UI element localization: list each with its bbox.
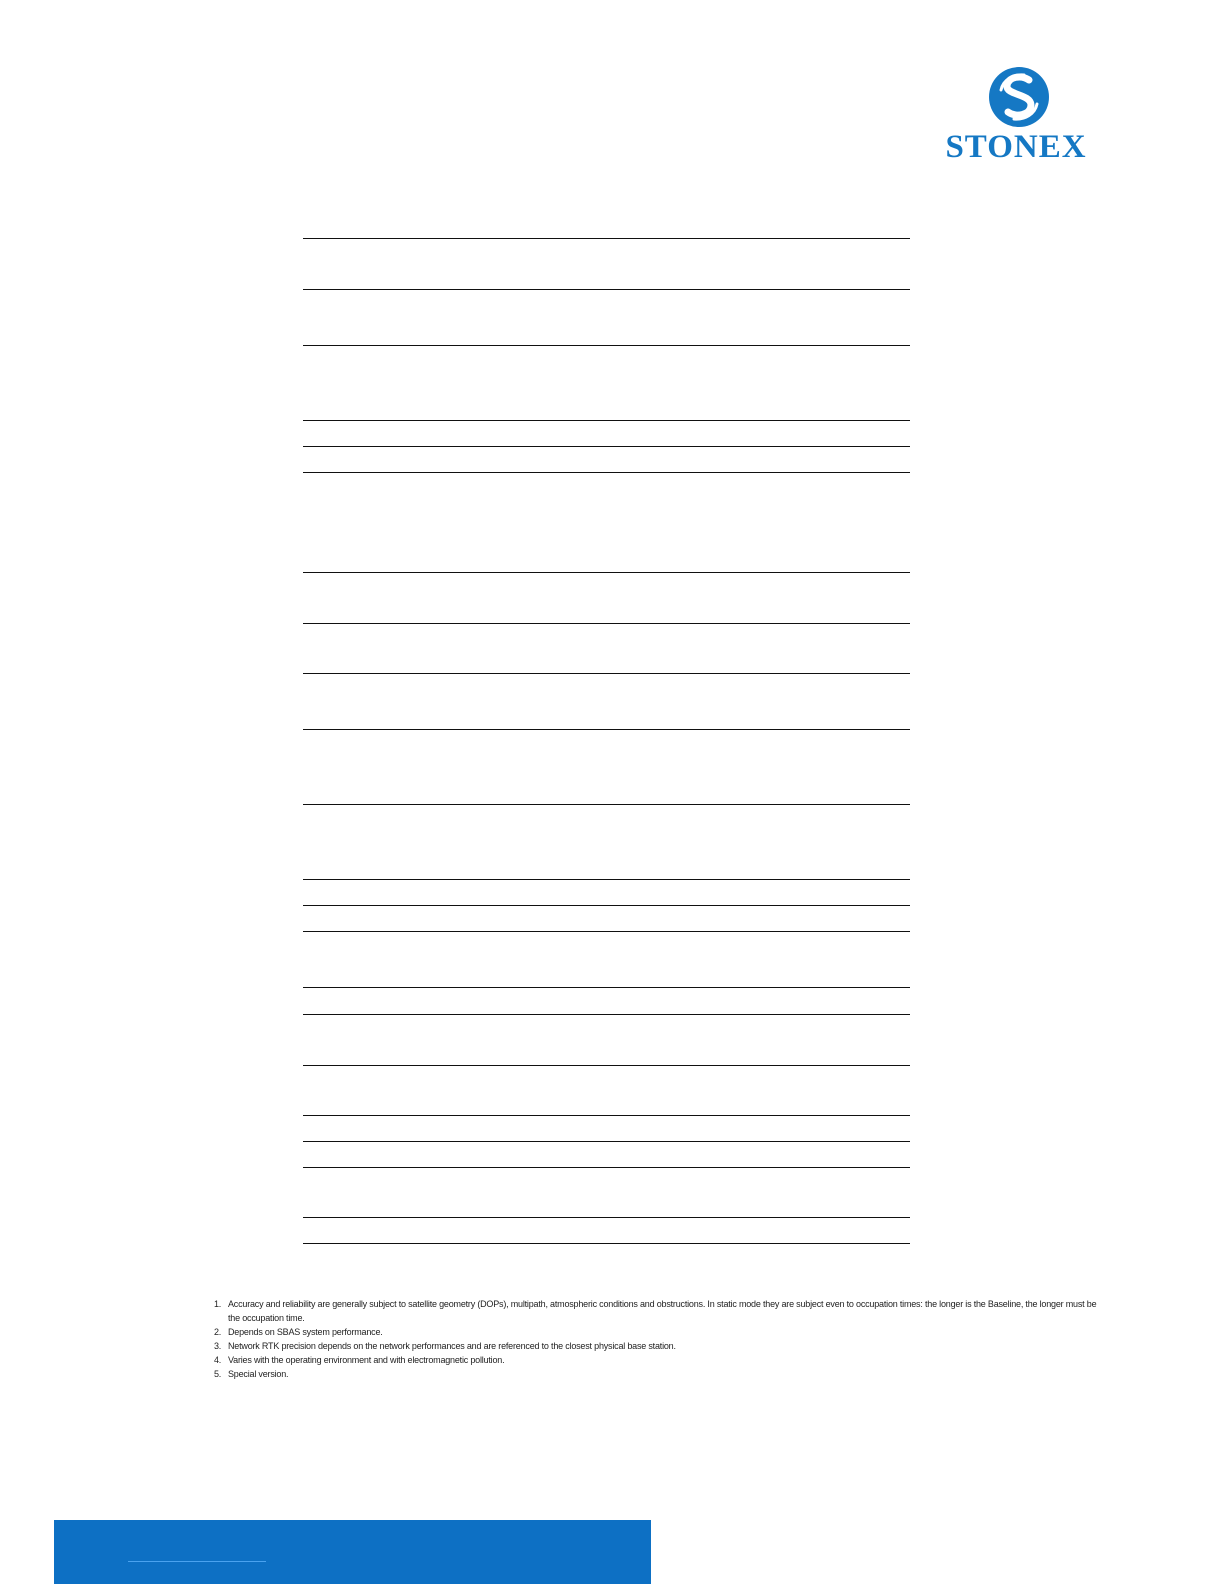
footnote-number: 5. [214, 1369, 222, 1379]
table-rule [303, 987, 910, 988]
footnote-text: Network RTK precision depends on the network performances and are referenced to the closest physical base station. [228, 1341, 676, 1351]
table-rule [303, 472, 910, 473]
footnote-number: 1. [214, 1299, 222, 1309]
footnote-2 [214, 1325, 1098, 1339]
footer-bar [54, 1520, 651, 1584]
table-rule [303, 931, 910, 932]
footnote-number: 2. [214, 1327, 222, 1337]
table-rule [303, 1141, 910, 1142]
table-rule [303, 1065, 910, 1066]
footnote-text: Depends on SBAS system performance. [228, 1327, 383, 1337]
table-rule [303, 1167, 910, 1168]
table-rule [303, 729, 910, 730]
footnote-1 [214, 1297, 1098, 1325]
footnote-3 [214, 1339, 1098, 1353]
footnote-text: Accuracy and reliability are generally subject to satellite geometry (DOPs), multipath, atmospheric conditions and obstructions. In static mode they are subject even to occupation times: the longer is the Baseline, the longer must be the occupation time. [228, 1299, 1097, 1323]
table-rule [303, 804, 910, 805]
table-rule [303, 238, 910, 239]
spec-table [303, 0, 910, 1260]
brand-name: STONEX [945, 129, 1087, 165]
footnote-number: 3. [214, 1341, 222, 1351]
table-rule [303, 1217, 910, 1218]
table-rule [303, 345, 910, 346]
table-rule [303, 446, 910, 447]
table-rule [303, 420, 910, 421]
footnotes-list [214, 1297, 1098, 1381]
table-rule [303, 289, 910, 290]
table-rule [303, 572, 910, 573]
footer-link[interactable] [128, 1561, 266, 1562]
table-rule [303, 879, 910, 880]
footnote-text: Special version. [228, 1369, 289, 1379]
footnote-number: 4. [214, 1355, 222, 1365]
table-rule [303, 1243, 910, 1244]
footnote-5 [214, 1367, 1098, 1381]
table-rule [303, 905, 910, 906]
table-rule [303, 1115, 910, 1116]
table-rule [303, 1014, 910, 1015]
stonex-s-icon [988, 66, 1050, 128]
stonex-logo [940, 66, 1092, 166]
footnote-4 [214, 1353, 1098, 1367]
table-rule [303, 673, 910, 674]
footnote-text: Varies with the operating environment and with electromagnetic pollution. [228, 1355, 505, 1365]
table-rule [303, 623, 910, 624]
